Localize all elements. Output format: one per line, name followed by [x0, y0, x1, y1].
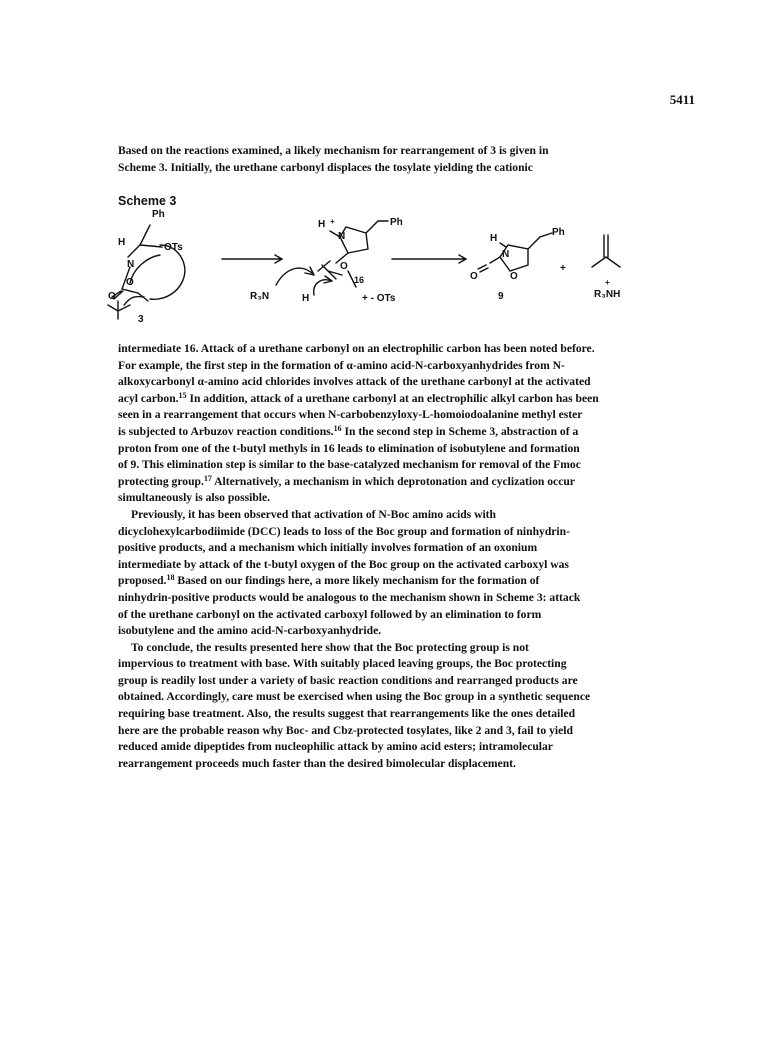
line-text: ninhydrin-positive products would be analogous to the mechanism shown in Scheme 3: attack [118, 590, 581, 604]
line-text: dicyclohexylcarbodiimide (DCC) leads to loss of the Boc group and formation of ninhydrin- [118, 524, 570, 538]
line-text: requiring base treatment. Also, the results suggest that rearrangements like the ones detailed [118, 707, 576, 721]
text-line [118, 706, 688, 723]
text-line [118, 739, 688, 756]
bond [140, 245, 162, 247]
line-text: proposed. [118, 574, 167, 588]
text-line [118, 656, 688, 673]
line-text: Previously, it has been observed that activation of N-Boc amino acids with [131, 507, 496, 521]
line-text: simultaneously is also possible. [118, 491, 271, 505]
atom-label: H [490, 233, 498, 244]
text-line [118, 441, 688, 458]
reaction-scheme-svg [100, 205, 660, 330]
atom-label: H [318, 219, 326, 230]
text-line: Scheme 3. Initially, the urethane carbonyl displaces the tosylate yielding the cationic [118, 160, 533, 174]
double-bond [478, 265, 488, 272]
text-line: Based on the reactions examined, a likely mechanism for rearrangement of 3 is given in [118, 144, 549, 157]
tert-butyl-group [318, 261, 342, 279]
scheme-title: Scheme 3 [118, 194, 177, 208]
line-text: here are the probable reason why Boc- and Cbz-protected tosylates, like 2 and 3, fail to yield [118, 723, 573, 737]
line-text-continued: In the second step in Scheme 3, abstraction of a [341, 424, 579, 438]
line-text: isobutylene and the amino acid-N-carboxyanhydride. [118, 624, 382, 638]
line-text-continued: In addition, attack of a urethane carbonyl at an electrophilic alkyl carbon has been [186, 391, 599, 405]
text-line [118, 557, 688, 574]
text-line [118, 424, 688, 441]
reference-superscript: 18 [166, 573, 175, 583]
double-bond [604, 235, 608, 257]
text-line [118, 507, 688, 524]
reference-superscript: 16 [333, 423, 342, 433]
tert-butyl-group [108, 301, 130, 319]
atom-label: N [127, 259, 135, 270]
text-line [118, 490, 688, 507]
text-line [118, 689, 688, 706]
atom-label: O [126, 277, 134, 288]
text-line [118, 391, 688, 408]
text-line [118, 341, 688, 358]
byproduct-label: + - OTs [362, 293, 396, 304]
atom-label: N [502, 249, 510, 260]
text-line [118, 623, 688, 640]
line-text-continued: Based on our findings here, a more likely mechanism for the formation of [174, 574, 540, 588]
text-line [118, 673, 688, 690]
atom-label: H [118, 237, 126, 248]
reagent-label: R₃N [250, 291, 270, 302]
bond [528, 233, 552, 249]
line-text: To conclude, the results presented here show that the Boc protecting group is not [131, 640, 529, 654]
bond [122, 289, 138, 293]
electron-arrow [276, 268, 314, 285]
reference-superscript: 15 [178, 390, 187, 400]
reference-superscript: 17 [203, 473, 212, 483]
line-text: positive products, and a mechanism which initially involves formation of an oxonium [118, 541, 538, 555]
reagent-label: R₃NH [594, 289, 621, 300]
text-line [118, 457, 688, 474]
atom-label: O [108, 291, 116, 302]
compound-number: 16 [354, 275, 365, 285]
text-line [118, 756, 688, 773]
electron-arrow [150, 245, 185, 299]
line-text: impervious to treatment with base. With suitably placed leaving groups, the Boc protecting [118, 657, 567, 671]
bond [366, 221, 388, 233]
bond [128, 245, 140, 257]
text-line [118, 590, 688, 607]
line-text: intermediate 16. Attack of a urethane carbonyl on an electrophilic carbon has been noted before. [118, 342, 595, 355]
atom-label: Ph [390, 217, 403, 228]
atom-label: N [338, 231, 346, 242]
bond [592, 257, 620, 267]
line-text: For example, the first step in the formation of α-amino acid-N-carboxyanhydrides from N- [118, 358, 565, 372]
line-text: protecting group. [118, 474, 204, 488]
intro-paragraph [118, 143, 688, 176]
plus-sign: + [560, 263, 566, 274]
text-line [118, 358, 688, 375]
body-lines [118, 341, 688, 772]
atom-label: O [510, 271, 518, 282]
body-text [118, 341, 688, 772]
bond [490, 257, 500, 263]
line-text: is subjected to Arbuzov reaction conditions. [118, 424, 334, 438]
text-line [118, 573, 688, 590]
compound-number: 3 [138, 314, 144, 325]
line-text: rearrangement proceeds much faster than the desired bimolecular displacement. [118, 756, 516, 770]
line-text: of the urethane carbonyl on the activated carboxyl followed by an elimination to form [118, 607, 542, 621]
text-line [118, 524, 688, 541]
charge-label: + [605, 278, 610, 287]
line-text-continued: Alternatively, a mechanism in which deprotonation and cyclization occur [211, 474, 575, 488]
page-number: 5411 [669, 92, 695, 107]
text-line [118, 607, 688, 624]
electron-arrow [124, 297, 144, 305]
atom-label: H [302, 293, 310, 304]
line-text: of 9. This elimination step is similar to the base-catalyzed mechanism for removal of the Fmoc [118, 458, 581, 472]
line-text: alkoxycarbonyl α-amino acid chlorides involves attack of the urethane carbonyl at the activated [118, 375, 591, 389]
scheme-diagram [100, 205, 660, 330]
electron-arrow [130, 255, 160, 283]
text-line [118, 374, 688, 391]
atom-label: Ph [152, 209, 165, 220]
bond [140, 225, 150, 245]
atom-label: O [340, 261, 348, 272]
line-text: reduced amide dipeptides from nucleophilic attack by amino acid esters; intramolecular [118, 740, 553, 754]
text-line [118, 723, 688, 740]
line-text: proton from one of the t-butyl methyls in 16 leads to elimination of isobutylene and formation [118, 441, 580, 455]
text-line [118, 640, 688, 657]
compound-number: 9 [498, 291, 504, 302]
line-text: group is readily lost under a variety of basic reaction conditions and rearranged products are [118, 673, 578, 687]
atom-label: Ph [552, 227, 565, 238]
charge-label: + [330, 217, 335, 226]
line-text: intermediate by attack of the t-butyl oxygen of the Boc group on the activated carboxyl was [118, 557, 569, 571]
atom-label: O [470, 271, 478, 282]
text-line [118, 407, 688, 424]
bond [500, 243, 506, 247]
line-text: acyl carbon. [118, 391, 179, 405]
line-text: obtained. Accordingly, care must be exercised when using the Boc group in a synthetic sequence [118, 690, 591, 704]
line-text: seen in a rearrangement that occurs when N-carbobenzyloxy-L-homoiodoalanine methyl ester [118, 408, 583, 422]
text-line [118, 474, 688, 491]
text-line [118, 540, 688, 557]
atom-label: OTs [164, 242, 183, 253]
